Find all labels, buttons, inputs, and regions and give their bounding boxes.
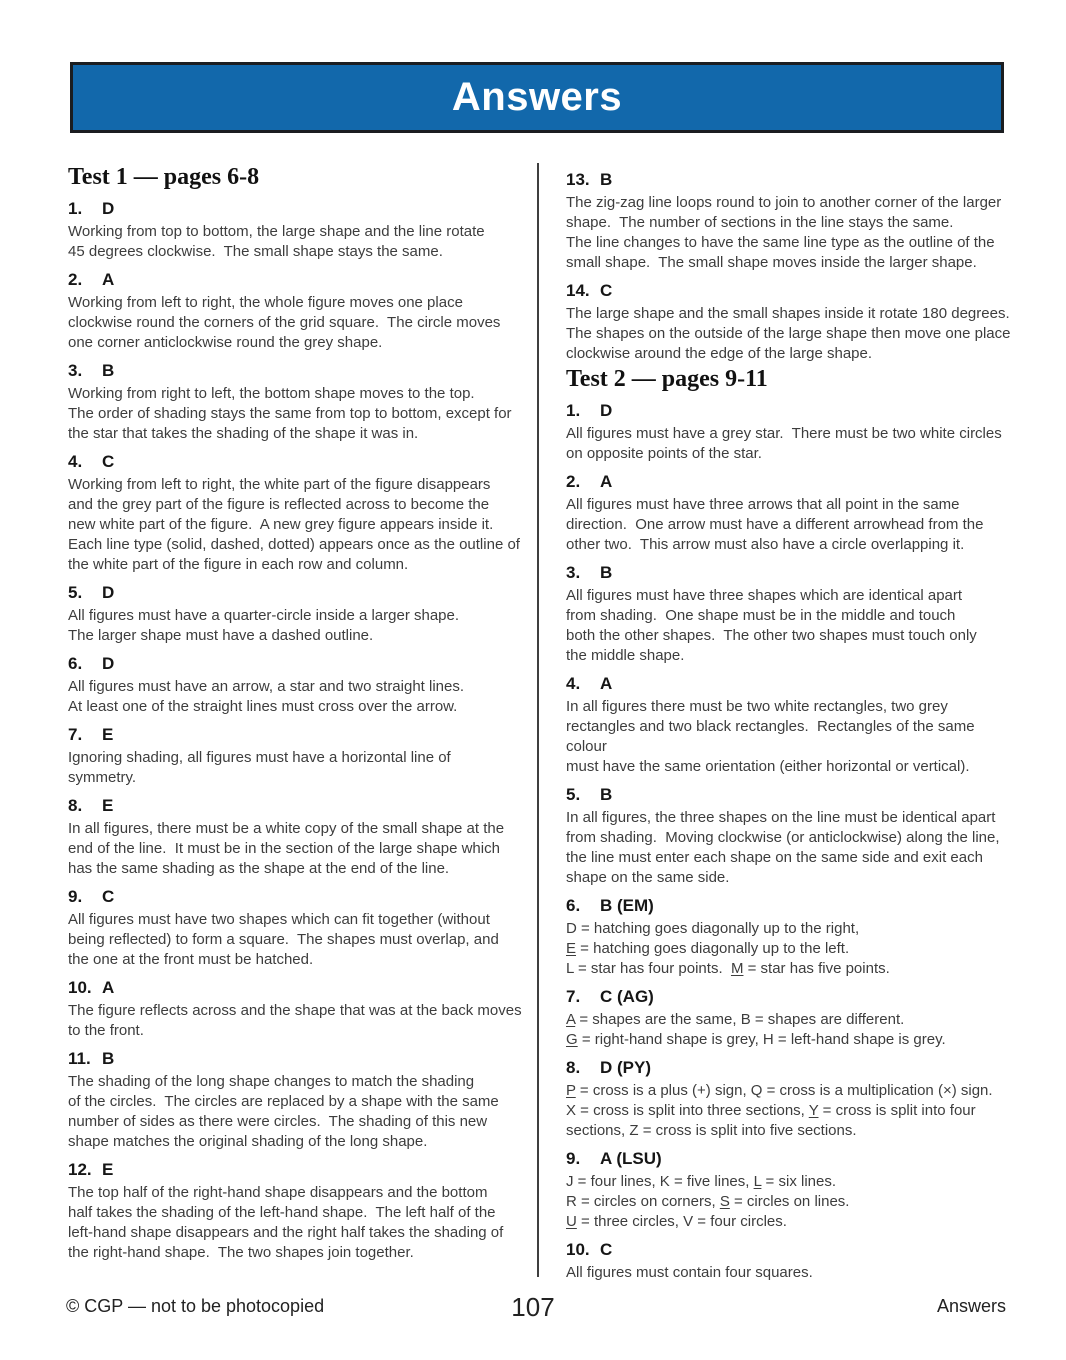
answer-letter: B (EM) [600,896,654,915]
answer-letter: C [102,452,115,471]
answer-explanation-line: X = cross is split into three sections, Y = cross is split into four [566,1102,976,1119]
underlined-letter: Y [808,1102,819,1119]
answer-entry [566,280,1016,364]
answer-entry [566,1239,1016,1283]
answer-explanation-line: has the same shading as the shape at the end of the line. [68,860,450,877]
answer-letter: E [102,1160,114,1179]
answer-heading [68,653,530,675]
answer-entry [566,673,1016,777]
underlined-letter: L [753,1173,762,1190]
answer-explanation-line: The zig-zag line loops round to join to another corner of the larger [566,194,1002,211]
answer-entry [68,198,530,262]
answer-explanation-line: In all figures, there must be a white copy of the small shape at the [68,820,505,837]
underlined-letter: P [566,1082,576,1099]
answer-heading [68,360,530,382]
answer-explanation-line: clockwise round the corners of the grid square. The circle moves [68,314,501,331]
answer-heading [566,400,1016,422]
answer-heading [68,977,530,999]
underlined-letter: U [566,1213,577,1230]
answer-explanation-line: J = four lines, K = five lines, L = six lines. [566,1173,837,1190]
answer-number: 8. [566,1058,581,1077]
answer-number: 9. [68,887,83,906]
answer-explanation-line: At least one of the straight lines must cross over the arrow. [68,698,458,715]
answer-explanation-line: E = hatching goes diagonally up to the left. [566,940,850,957]
answer-number: 8. [68,796,83,815]
answer-heading [566,895,1016,917]
answer-explanation-line: both the other shapes. The other two shapes must touch only [566,627,977,644]
answer-explanation-line: R = circles on corners, S = circles on lines. [566,1193,850,1210]
answer-heading [566,784,1016,806]
answer-explanation-line: on opposite points of the star. [566,445,762,462]
answer-explanation-line: one corner anticlockwise round the grey shape. [68,334,383,351]
answer-explanation-line: L = star has four points. M = star has five points. [566,960,890,977]
answer-number: 13. [566,170,590,189]
answer-heading [68,198,530,220]
answer-explanation-line: In all figures there must be two white rectangles, two grey [566,698,948,715]
answer-letter: A [102,270,115,289]
answer-explanation-line: All figures must have two shapes which can fit together (without [68,911,490,928]
answer-explanation-line: left-hand shape disappears and the right half takes the shading of [68,1224,504,1241]
answer-heading [68,886,530,908]
answer-entry [68,582,530,646]
underlined-letter: E [566,940,577,957]
answer-explanation-line: All figures must have an arrow, a star and two straight lines. [68,678,465,695]
answer-number: 3. [566,563,581,582]
answer-number: 1. [68,199,83,218]
answer-number: 4. [566,674,581,693]
answer-number: 2. [68,270,83,289]
answer-number: 14. [566,281,590,300]
answer-heading [566,280,1016,302]
answer-heading [68,1159,530,1181]
answer-number: 4. [68,452,83,471]
answer-explanation-line: must have the same orientation (either horizontal or vertical). [566,758,970,775]
page-footer [0,1292,1066,1326]
answer-letter: E [102,796,114,815]
answer-number: 1. [566,401,581,420]
underlined-letter: A [566,1011,576,1028]
answer-explanation-line: to the front. [68,1022,144,1039]
section-title: Test 2 — pages 9-11 [566,366,768,392]
answer-explanation-line: end of the line. It must be in the section of the large shape which [68,840,500,857]
answer-explanation-line: new white part of the figure. A new grey figure appears inside it. [68,516,494,533]
answer-entry [68,977,530,1041]
answer-explanation-line: the star that takes the shading of the shape it was in. [68,425,419,442]
answer-letter: E [102,725,114,744]
answer-explanation-line: U = three circles, V = four circles. [566,1213,787,1230]
answer-entry [68,724,530,788]
answer-letter: D [102,654,115,673]
answer-letter: A [102,978,115,997]
answer-entry [68,360,530,444]
answer-heading [566,673,1016,695]
answer-entry [566,169,1016,273]
answer-explanation-line: shape on the same side. [566,869,730,886]
answer-entry [566,562,1016,666]
column-left [68,162,530,1263]
answer-entry [566,1148,1016,1232]
underlined-letter: G [566,1031,578,1048]
answer-explanation-line: G = right-hand shape is grey, H = left-hand shape is grey. [566,1031,946,1048]
answer-explanation-line: of the circles. The circles are replaced by a shape with the same [68,1093,499,1110]
answer-heading [68,451,530,473]
answer-heading [566,986,1016,1008]
page-title: Answers [451,75,623,119]
answer-explanation-line: Working from left to right, the white part of the figure disappears [68,476,491,493]
answer-heading [566,471,1016,493]
answer-explanation-line: The larger shape must have a dashed outline. [68,627,374,644]
answer-explanation-line: small shape. The small shape moves inside the larger shape. [566,254,977,271]
answer-entry [68,1159,530,1263]
answer-explanation-line: A = shapes are the same, B = shapes are different. [566,1011,905,1028]
answer-heading [68,1048,530,1070]
answer-explanation-line: All figures must have a grey star. There must be two white circles [566,425,1002,442]
answer-number: 7. [68,725,83,744]
answer-explanation-line: being reflected) to form a square. The shapes must overlap, and [68,931,499,948]
answer-entry [68,653,530,717]
answer-number: 6. [566,896,581,915]
answers-banner [70,62,1004,133]
answer-explanation-line: and the grey part of the figure is reflected across to become the [68,496,490,513]
column-right [566,162,1016,1283]
answer-entry [566,895,1016,979]
answer-explanation-line: The figure reflects across and the shape that was at the back moves [68,1002,522,1019]
answer-heading [566,562,1016,584]
page-number: 107 [511,1292,555,1322]
answer-entry [68,886,530,970]
answer-explanation-line: direction. One arrow must have a different arrowhead from the [566,516,984,533]
answer-heading [566,169,1016,191]
answer-explanation-line: shape matches the original shading of the long shape. [68,1133,428,1150]
answer-letter: B [600,785,613,804]
answer-explanation-line: The order of shading stays the same from top to bottom, except for [68,405,512,422]
section-title: Test 1 — pages 6-8 [68,164,260,190]
answer-letter: D [102,199,115,218]
answer-explanation-line: clockwise around the edge of the large shape. [566,345,873,362]
underlined-letter: S [719,1193,730,1210]
answer-number: 12. [68,1160,92,1179]
answer-entry [566,986,1016,1050]
underlined-letter: M [730,960,744,977]
answer-entry [566,471,1016,555]
answer-explanation-line: Working from top to bottom, the large shape and the line rotate [68,223,485,240]
answer-letter: D [600,401,613,420]
answer-heading [68,795,530,817]
copyright-notice: © CGP — not to be photocopied [66,1296,325,1316]
answer-letter: D [102,583,115,602]
footer-section-label: Answers [936,1296,1006,1316]
answer-number: 6. [68,654,83,673]
answer-explanation-line: The line changes to have the same line type as the outline of the [566,234,995,251]
answer-explanation-line: The shapes on the outside of the large shape then move one place [566,325,1011,342]
answer-letter: B [102,361,115,380]
answer-letter: D (PY) [600,1058,651,1077]
answer-explanation-line: Each line type (solid, dashed, dotted) appears once as the outline of [68,536,520,553]
answer-explanation-line: The top half of the right-hand shape disappears and the bottom [68,1184,488,1201]
answer-letter: B [600,170,613,189]
answer-entry [566,400,1016,464]
answer-explanation-line: All figures must have a quarter-circle inside a larger shape. [68,607,460,624]
answer-letter: A (LSU) [600,1149,662,1168]
answer-number: 9. [566,1149,581,1168]
answer-number: 11. [68,1049,91,1068]
answer-number: 2. [566,472,581,491]
answer-heading [566,1148,1016,1170]
answer-explanation-line: symmetry. [68,769,137,786]
answer-number: 7. [566,987,581,1006]
answer-explanation-line: The shading of the long shape changes to match the shading [68,1073,475,1090]
answer-letter: B [102,1049,115,1068]
answer-explanation-line: rectangles and two black rectangles. Rectangles of the same colour [566,718,979,755]
answer-entry [68,269,530,353]
answer-letter: B [600,563,613,582]
answer-heading [68,582,530,604]
answer-explanation-line: P = cross is a plus (+) sign, Q = cross is a multiplication (×) sign. [566,1082,993,1099]
answer-letter: C (AG) [600,987,654,1006]
answer-number: 5. [566,785,581,804]
answer-number: 5. [68,583,83,602]
answer-explanation-line: shape. The number of sections in the line stays the same. [566,214,954,231]
answer-letter: C [600,281,613,300]
answer-explanation-line: the middle shape. [566,647,685,664]
answer-explanation-line: half takes the shading of the left-hand shape. The left half of the [68,1204,496,1221]
answer-explanation-line: sections, Z = cross is split into five sections. [566,1122,857,1139]
answer-explanation-line: 45 degrees clockwise. The small shape stays the same. [68,243,443,260]
answer-explanation-line: other two. This arrow must also have a circle overlapping it. [566,536,965,553]
answer-number: 3. [68,361,83,380]
answer-entry [566,784,1016,888]
answer-number: 10. [68,978,92,997]
answer-entry [68,451,530,575]
answer-explanation-line: All figures must contain four squares. [566,1264,813,1281]
answer-letter: C [102,887,115,906]
answer-heading [566,1057,1016,1079]
column-divider [537,163,539,1277]
answer-heading [68,269,530,291]
answer-explanation-line: In all figures, the three shapes on the line must be identical apart [566,809,996,826]
answer-letter: C [600,1240,613,1259]
answer-explanation-line: number of sides as there were circles. The shading of this new [68,1113,488,1130]
answer-entry [68,1048,530,1152]
answer-letter: A [600,674,613,693]
answer-explanation-line: All figures must have three shapes which are identical apart [566,587,963,604]
answer-heading [566,1239,1016,1261]
answer-number: 10. [566,1240,590,1259]
answer-explanation-line: D = hatching goes diagonally up to the right, [566,920,860,937]
answer-explanation-line: All figures must have three arrows that all point in the same [566,496,960,513]
answer-explanation-line: The large shape and the small shapes inside it rotate 180 degrees. [566,305,1010,322]
answer-explanation-line: from shading. One shape must be in the middle and touch [566,607,956,624]
answer-entry [68,795,530,879]
answer-explanation-line: Ignoring shading, all figures must have a horizontal line of [68,749,451,766]
answer-explanation-line: the one at the front must be hatched. [68,951,314,968]
answer-explanation-line: from shading. Moving clockwise (or anticlockwise) along the line, [566,829,1000,846]
answer-explanation-line: Working from left to right, the whole figure moves one place [68,294,463,311]
answer-explanation-line: the white part of the figure in each row and column. [68,556,409,573]
answer-explanation-line: the line must enter each shape on the same side and exit each [566,849,983,866]
answer-explanation-line: the right-hand shape. The two shapes join together. [68,1244,414,1261]
answer-letter: A [600,472,613,491]
answer-entry [566,1057,1016,1141]
answer-heading [68,724,530,746]
answer-explanation-line: Working from right to left, the bottom shape moves to the top. [68,385,475,402]
